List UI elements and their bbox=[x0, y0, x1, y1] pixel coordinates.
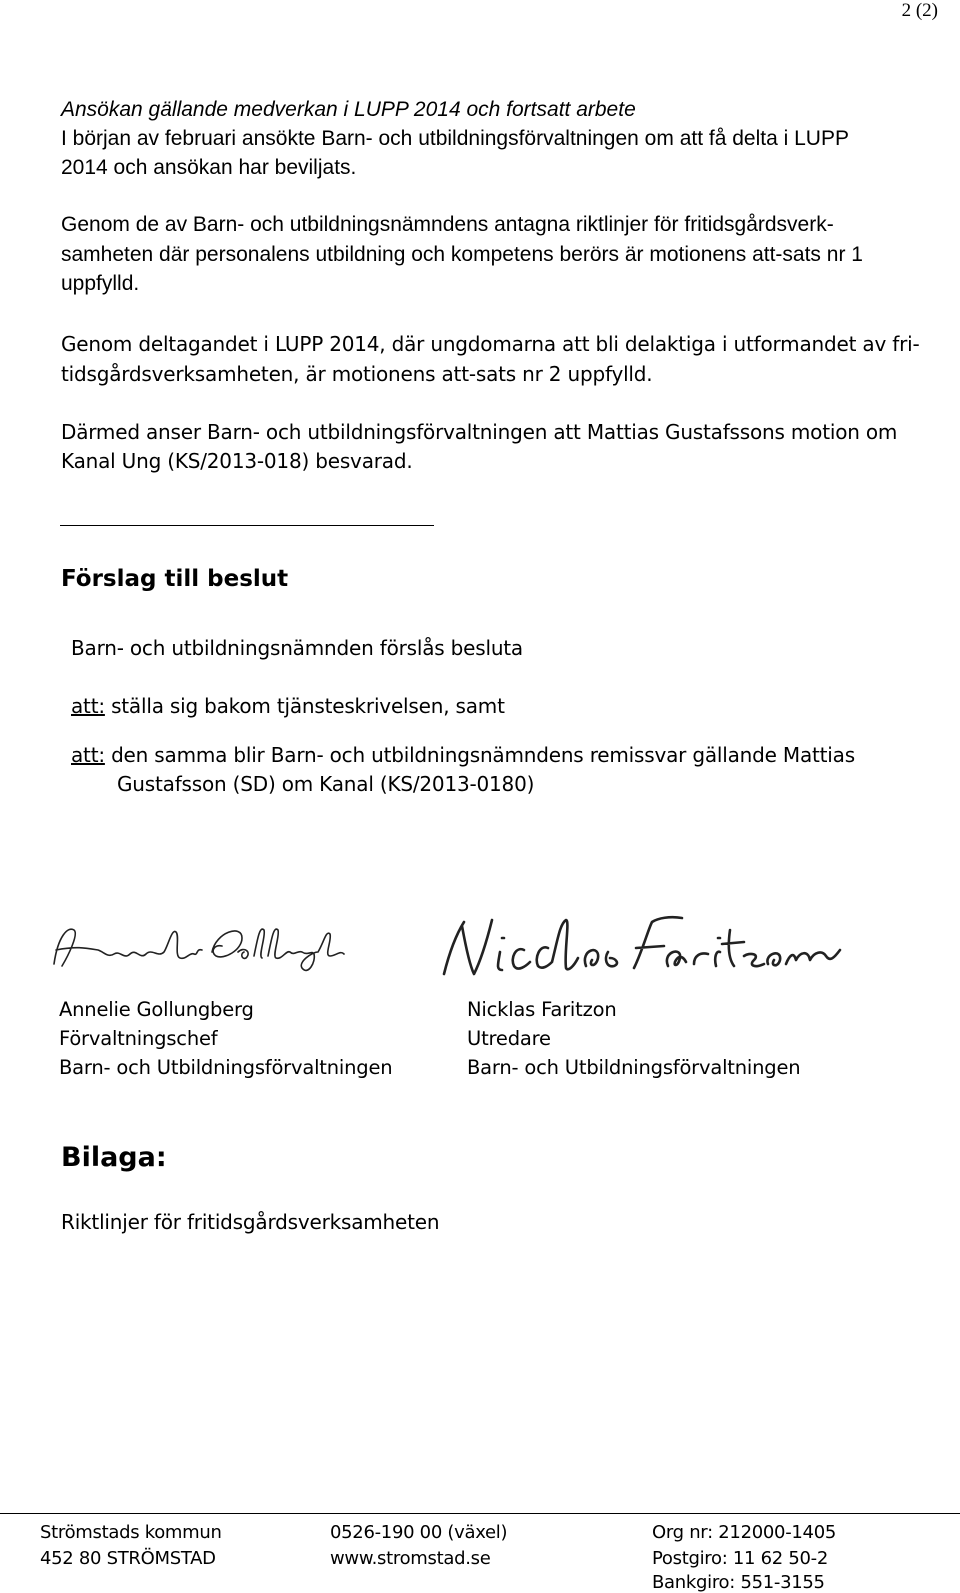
attachment-item: Riktlinjer för fritidsgårdsverksamheten bbox=[61, 1210, 440, 1234]
footer-municipality: Strömstads kommun bbox=[40, 1522, 222, 1543]
footer-divider bbox=[0, 1513, 960, 1514]
footer-bankgiro: Bankgiro: 551-3155 bbox=[652, 1572, 825, 1593]
signatory-left-department: Barn- och Utbildningsförvaltningen bbox=[59, 1056, 393, 1079]
section1-line-1: I början av februari ansökte Barn- och utbildningsförvaltningen om att få delta i LUPP bbox=[61, 127, 849, 150]
footer-phone: 0526-190 00 (växel) bbox=[330, 1522, 508, 1543]
paragraph2-line-2: samheten där personalens utbildning och kompetens berörs är motionens att-sats nr 1 bbox=[61, 243, 863, 266]
paragraph2-line-1: Genom de av Barn- och utbildningsnämndens antagna riktlinjer för fritidsgårdsverk- bbox=[61, 213, 834, 236]
signatory-left-title: Förvaltningschef bbox=[59, 1027, 218, 1050]
att-1-text: ställa sig bakom tjänsteskrivelsen, samt bbox=[111, 694, 505, 718]
signatory-left-name: Annelie Gollungberg bbox=[59, 998, 254, 1021]
paragraph4-line-1: Därmed anser Barn- och utbildningsförvaltningen att Mattias Gustafssons motion om bbox=[61, 420, 898, 444]
section-title: Ansökan gällande medverkan i LUPP 2014 och fortsatt arbete bbox=[61, 98, 636, 121]
signature-right bbox=[438, 908, 848, 993]
paragraph2-line-3: uppfylld. bbox=[61, 272, 140, 295]
proposal-att-1 bbox=[71, 691, 505, 721]
proposal-att-2 bbox=[71, 740, 855, 770]
footer-postgiro: Postgiro: 11 62 50-2 bbox=[652, 1548, 828, 1569]
att-2-text-line-1: den samma blir Barn- och utbildningsnämndens remissvar gällande Mattias bbox=[111, 743, 855, 767]
attachment-heading: Bilaga: bbox=[61, 1142, 167, 1173]
section1-line-2: 2014 och ansökan har beviljats. bbox=[61, 156, 357, 179]
signatory-right-department: Barn- och Utbildningsförvaltningen bbox=[467, 1056, 801, 1079]
footer-address: 452 80 STRÖMSTAD bbox=[40, 1548, 216, 1569]
att-label: att: bbox=[71, 694, 105, 718]
paragraph4-line-2: Kanal Ung (KS/2013-018) besvarad. bbox=[61, 449, 413, 473]
proposal-heading: Förslag till beslut bbox=[61, 566, 289, 592]
att-2-text-line-2: Gustafsson (SD) om Kanal (KS/2013-0180) bbox=[117, 772, 535, 796]
paragraph3-line-2: tidsgårdsverksamheten, är motionens att-sats nr 2 uppfylld. bbox=[61, 362, 653, 386]
att-label: att: bbox=[71, 743, 105, 767]
signature-left bbox=[46, 916, 356, 986]
proposal-intro: Barn- och utbildningsnämnden förslås besluta bbox=[71, 636, 523, 660]
footer-website: www.stromstad.se bbox=[330, 1548, 491, 1569]
page-number: 2 (2) bbox=[901, 0, 938, 21]
paragraph3-line-1: Genom deltagandet i LUPP 2014, där ungdomarna att bli delaktiga i utformandet av fri- bbox=[61, 332, 920, 356]
section-divider bbox=[60, 525, 434, 526]
footer-org-nr: Org nr: 212000-1405 bbox=[652, 1522, 836, 1543]
signatory-right-title: Utredare bbox=[467, 1027, 551, 1050]
signatory-right-name: Nicklas Faritzon bbox=[467, 998, 617, 1021]
